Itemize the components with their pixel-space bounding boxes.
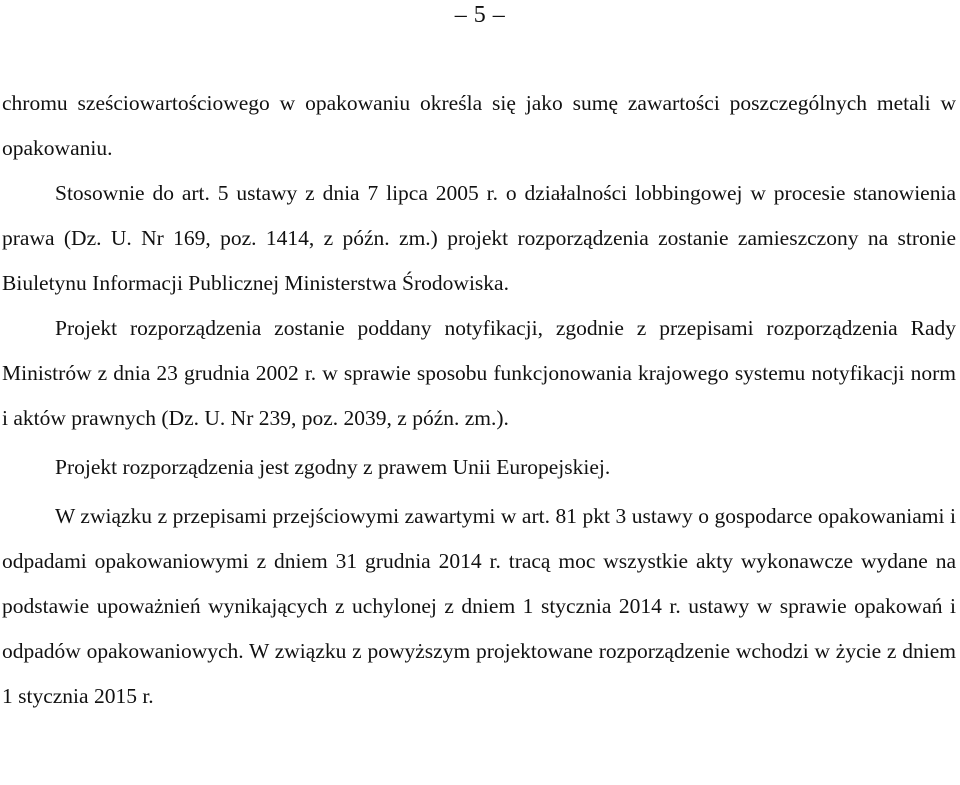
paragraph-4: Projekt rozporządzenia jest zgodny z prawem Unii Europejskiej. bbox=[55, 455, 611, 479]
document-body bbox=[2, 81, 956, 719]
paragraph-2: Stosownie do art. 5 ustawy z dnia 7 lipca 2005 r. o działalności lobbingowej w procesie stanowienia prawa (Dz. U. Nr 169, poz. 1414, z późn. zm.) projekt rozporządzenia zostanie zamieszczony na stronie Biuletynu Informacji Publicznej Ministerstwa Środowiska. bbox=[2, 181, 956, 295]
paragraph-1: chromu sześciowartościowego w opakowaniu określa się jako sumę zawartości poszczególnych metali w opakowaniu. bbox=[2, 91, 956, 160]
paragraph-3: Projekt rozporządzenia zostanie poddany notyfikacji, zgodnie z przepisami rozporządzenia Rady Ministrów z dnia 23 grudnia 2002 r. w sprawie sposobu funkcjonowania krajowego systemu notyfikacji norm i aktów prawnych (Dz. U. Nr 239, poz. 2039, z późn. zm.). bbox=[2, 316, 956, 430]
paragraph-5: W związku z przepisami przejściowymi zawartymi w art. 81 pkt 3 ustawy o gospodarce opakowaniami i odpadami opakowaniowymi z dniem 31 grudnia 2014 r. tracą moc wszystkie akty wykonawcze wydane na podstawie upoważnień wynikających z uchylonej z dniem 1 stycznia 2014 r. ustawy w sprawie opakowań i odpadów opakowaniowych. W związku z powyższym projektowane rozporządzenie wchodzi w życie z dniem 1 stycznia 2015 r. bbox=[2, 504, 956, 708]
page-number: – 5 – bbox=[454, 2, 506, 28]
